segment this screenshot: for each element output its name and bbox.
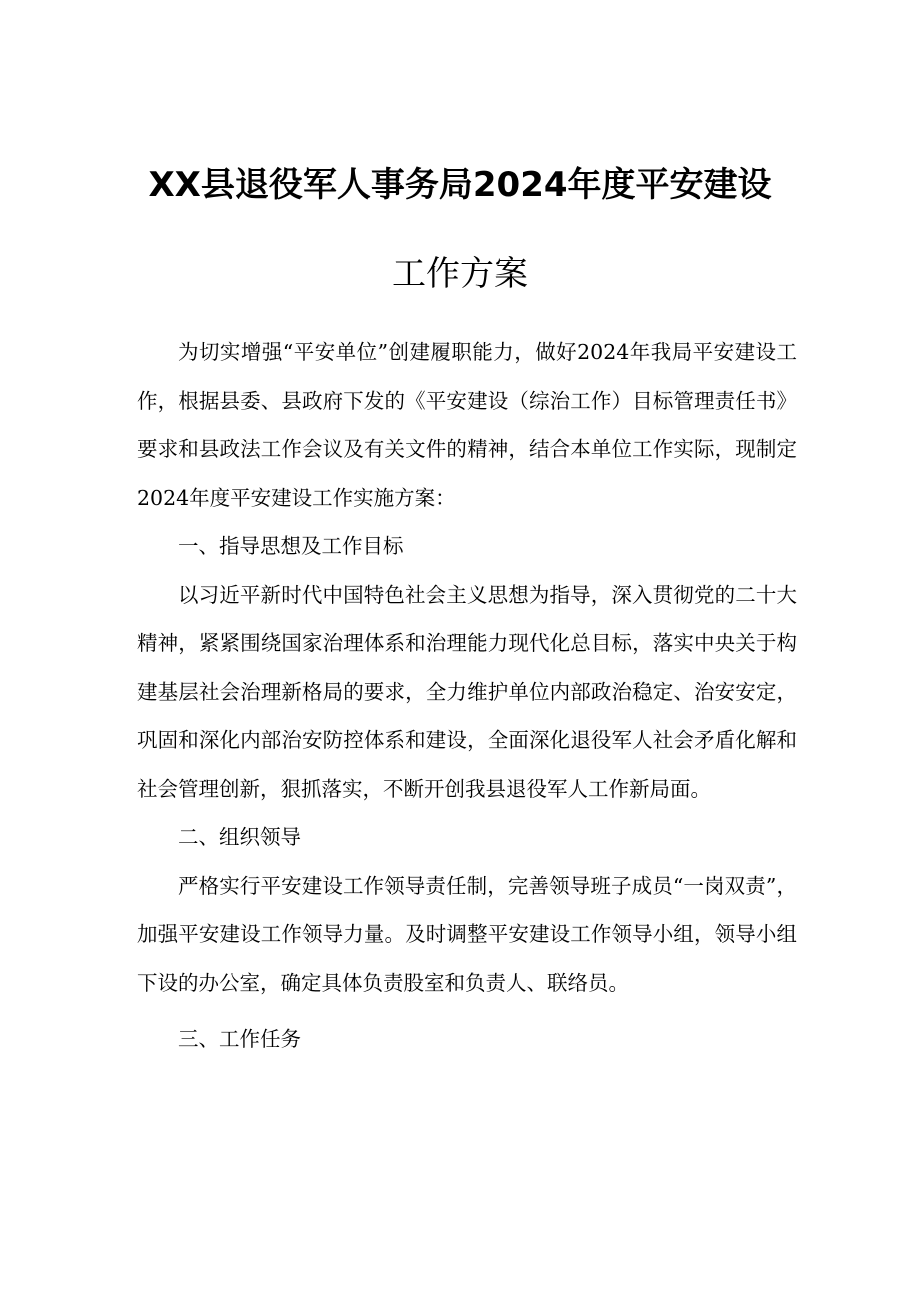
document-title-line-2: 工作方案 [392,254,528,294]
section-2-heading: 二、组织领导 [178,825,301,849]
intro-paragraph: 为切实增强“平安单位”创建履职能力，做好2024年我局平安建设工作，根据县委、县政府下发的《平安建设（综治工作）目标管理责任书》要求和县政法工作会议及有关文件的精神，结合本单位工作实际，现制定2024年度平安建设工作实施方案： [137,340,797,510]
section-3-heading: 三、工作任务 [178,1027,301,1051]
document-title-line-1: XX县退役军人事务局2024年度平安建设 [148,165,772,205]
section-2-paragraph: 严格实行平安建设工作领导责任制，完善领导班子成员“一岗双责”，加强平安建设工作领导力量。及时调整平安建设工作领导小组，领导小组下设的办公室，确定具体负责股室和负责人、联络员。 [137,873,797,995]
section-1-heading: 一、指导思想及工作目标 [178,534,404,558]
document-body [137,328,797,1064]
section-1-paragraph: 以习近平新时代中国特色社会主义思想为指导，深入贯彻党的二十大精神，紧紧围绕国家治理体系和治理能力现代化总目标，落实中央关于构建基层社会治理新格局的要求，全力维护单位内部政治稳定、治安安定，巩固和深化内部治安防控体系和建设，全面深化退役军人社会矛盾化解和社会管理创新，狠抓落实，不断开创我县退役军人工作新局面。 [137,582,797,801]
